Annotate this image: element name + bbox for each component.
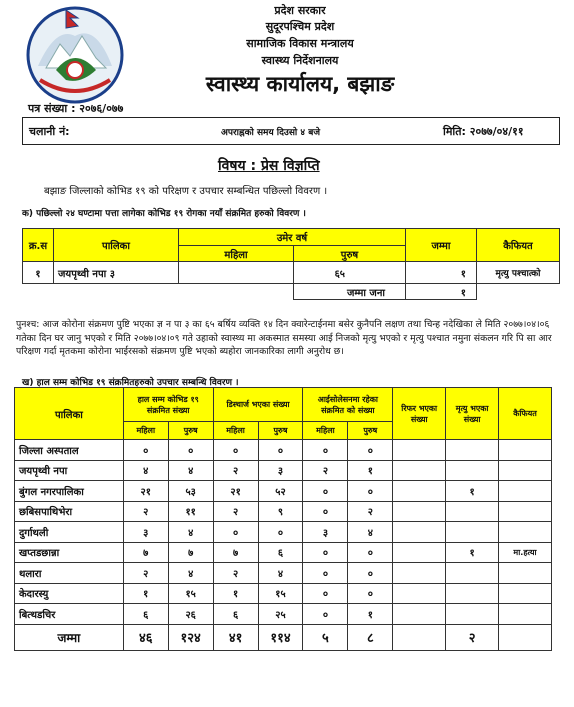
office-title: स्वास्थ्य कार्यालय, बझाङ xyxy=(205,72,395,96)
t2-cell-death xyxy=(446,440,499,461)
t2-cell-c2f: ० xyxy=(213,440,258,461)
t2-cell-death xyxy=(446,563,499,584)
table-total-row xyxy=(15,624,552,650)
t2-cell-remarks xyxy=(499,624,552,650)
header-line-3: सामाजिक विकास मन्त्रालय xyxy=(246,37,354,50)
t2-cell-c1m: २६ xyxy=(168,604,213,625)
t2-cell-name: बित्थडचिर xyxy=(15,604,124,625)
t2-cell-c1f: २१ xyxy=(123,481,168,502)
t1-cell-total: १ xyxy=(406,262,477,284)
t2-cell-death: २ xyxy=(446,624,499,650)
t2-cell-c1m: ४ xyxy=(168,522,213,543)
t2-cell-remarks xyxy=(499,460,552,481)
t2-cell-c2m: २५ xyxy=(258,604,303,625)
t2-cell-c3m: ० xyxy=(348,542,393,563)
t2-cell-c3m: १ xyxy=(348,604,393,625)
t2-cell-c1m: १२४ xyxy=(168,624,213,650)
new-cases-table xyxy=(22,228,560,300)
t2-cell-c2f: १ xyxy=(213,583,258,604)
t2-cell-c1f: ३ xyxy=(123,522,168,543)
t2-cell-c2f: ० xyxy=(213,522,258,543)
t1-cell-female xyxy=(179,262,294,284)
t2-cell-c2m: ६ xyxy=(258,542,303,563)
t2-cell-c1m: १५ xyxy=(168,583,213,604)
t2-cell-remarks xyxy=(499,522,552,543)
t2-cell-c2m: १५ xyxy=(258,583,303,604)
t2-cell-c3f: ० xyxy=(303,501,348,522)
table-row xyxy=(15,583,552,604)
t2-cell-c2m: ० xyxy=(258,522,303,543)
t2-header-remarks: कैफियत xyxy=(499,388,552,440)
t2-header-c2-male: पुरुष xyxy=(258,422,303,440)
t1-cell-palika: जयपृथ्वी नपा ३ xyxy=(54,262,179,284)
t2-cell-c3f: ० xyxy=(303,604,348,625)
t2-cell-c2m: ९ xyxy=(258,501,303,522)
samay-text: अपराह्नको समय दिउसो ४ बजे xyxy=(221,128,321,138)
t2-cell-c3f: ० xyxy=(303,481,348,502)
note-paragraph: पुनश्च: आज कोरोना संक्रमण पुष्टि भएका ज्ञ न पा ३ का ६५ बर्षिय व्यक्ति १४ दिन क्वारेन्टाईनमा बसेर कुनैपनि लक्षण तथा चिन्ह नदेखिका ले मिति २०७७।०४।०६ गतेका दिन घर जानु भएको र मिति २०७७।०४।०९ गते उहाको स्वास्थ्य मा अकस्मात समस्या आई निजको मृत्यु भएको र मृत्यु पश्चात नमुना संकलन गरि पि सा आर परिक्षण गर्दा मृतकमा कोरोना भाईरसको संक्रमण पुष्टि भएको ब्यहोरा जानकारिका लागी अनुरोध छ। xyxy=(16,319,552,357)
t2-cell-name: थलारा xyxy=(15,563,124,584)
t2-cell-c3m: ० xyxy=(348,440,393,461)
t1-header-total: जम्मा xyxy=(406,229,477,262)
table-row xyxy=(15,522,552,543)
t2-cell-refer xyxy=(393,624,446,650)
t2-cell-c3m: ८ xyxy=(348,624,393,650)
t1-header-palika: पालिका xyxy=(54,229,179,262)
t2-cell-name: जम्मा xyxy=(15,624,124,650)
miti-text: मिति: २०७७/०४/११ xyxy=(443,125,524,138)
t2-cell-c3m: ० xyxy=(348,583,393,604)
t1-header-male: पुरुष xyxy=(294,246,406,262)
table-row xyxy=(15,460,552,481)
t2-cell-c2f: २ xyxy=(213,460,258,481)
t2-cell-c2m: ५२ xyxy=(258,481,303,502)
t2-cell-c2f: २ xyxy=(213,563,258,584)
t2-cell-c1m: ५३ xyxy=(168,481,213,502)
nepal-emblem-logo xyxy=(26,6,124,104)
chalani-box xyxy=(22,117,560,145)
t2-cell-remarks xyxy=(499,440,552,461)
t2-header-c3-male: पुरुष xyxy=(348,422,393,440)
t2-cell-remarks xyxy=(499,583,552,604)
t2-cell-remarks xyxy=(499,501,552,522)
t2-cell-death: १ xyxy=(446,481,499,502)
t1-cell-sn: १ xyxy=(23,262,54,284)
t2-header-c2-female: महिला xyxy=(213,422,258,440)
t2-cell-c2f: ६ xyxy=(213,604,258,625)
t2-cell-name: केदारस्यु xyxy=(15,583,124,604)
t2-cell-remarks: मा.हत्या xyxy=(499,542,552,563)
t1-cell-male: ६५ xyxy=(294,262,406,284)
t2-cell-remarks xyxy=(499,563,552,584)
table-row xyxy=(15,501,552,522)
header-line-1: प्रदेश सरकार xyxy=(274,4,326,17)
t1-header-age: उमेर वर्ष xyxy=(179,229,406,246)
table-row xyxy=(15,481,552,502)
t2-cell-c1f: २ xyxy=(123,563,168,584)
t2-cell-c1m: ४ xyxy=(168,460,213,481)
t2-cell-name: छबिसपाथिभेरा xyxy=(15,501,124,522)
t1-header-sn: क्र.स xyxy=(23,229,54,262)
t2-cell-remarks xyxy=(499,604,552,625)
t2-cell-name: जिल्ला अस्पताल xyxy=(15,440,124,461)
t2-cell-c3m: ० xyxy=(348,563,393,584)
table-row xyxy=(15,440,552,461)
t2-cell-c2f: ४१ xyxy=(213,624,258,650)
t2-cell-c3m: ० xyxy=(348,481,393,502)
t2-cell-c2m: ११४ xyxy=(258,624,303,650)
t1-header-remarks: कैफियत xyxy=(477,229,560,262)
t2-cell-c1m: ११ xyxy=(168,501,213,522)
t2-cell-c3f: ० xyxy=(303,440,348,461)
t2-cell-refer xyxy=(393,583,446,604)
t2-header-col3: आईसोलेसनमा रहेका संक्रमित को संख्या xyxy=(303,388,393,422)
t1-total-value: १ xyxy=(406,284,477,300)
t2-cell-death: १ xyxy=(446,542,499,563)
t2-cell-c1m: ० xyxy=(168,440,213,461)
t2-cell-death xyxy=(446,522,499,543)
treatment-table xyxy=(14,387,552,651)
t2-cell-death xyxy=(446,604,499,625)
t2-cell-c2f: २ xyxy=(213,501,258,522)
t2-cell-death xyxy=(446,460,499,481)
t2-cell-refer xyxy=(393,522,446,543)
t2-cell-c3f: ० xyxy=(303,563,348,584)
t2-cell-c1f: ७ xyxy=(123,542,168,563)
header-line-2: सुदूरपश्चिम प्रदेश xyxy=(265,20,335,33)
section-a-title: क) पछिल्लो २४ घण्टामा पत्ता लागेका कोभिड १९ रोगका नयाँ संक्रमित हरुको विवरण । xyxy=(22,209,306,219)
t2-cell-c3f: ० xyxy=(303,542,348,563)
t1-total-label: जम्मा जना xyxy=(294,284,406,300)
t2-cell-c1f: ४ xyxy=(123,460,168,481)
t2-cell-c1m: ७ xyxy=(168,542,213,563)
t2-cell-c2f: ७ xyxy=(213,542,258,563)
chalani-label: चलानी नं: xyxy=(29,125,70,138)
t2-cell-c3m: १ xyxy=(348,460,393,481)
table-row xyxy=(15,563,552,584)
t2-header-c3-female: महिला xyxy=(303,422,348,440)
t2-cell-c2m: ३ xyxy=(258,460,303,481)
t2-cell-refer xyxy=(393,481,446,502)
t2-cell-c1m: ४ xyxy=(168,563,213,584)
t2-header-col2: डिस्चार्ज भएका संख्या xyxy=(213,388,303,422)
t2-cell-c3f: ३ xyxy=(303,522,348,543)
t2-cell-c3m: २ xyxy=(348,501,393,522)
t2-header-col1: हाल सम्म कोभिड १९ संक्रमित संख्या xyxy=(123,388,213,422)
t2-cell-name: जयपृथ्वी नपा xyxy=(15,460,124,481)
t2-cell-refer xyxy=(393,440,446,461)
t1-header-female: महिला xyxy=(179,246,294,262)
intro-text: बझाङ जिल्लाको कोभिड १९ को परिक्षण र उपचार सम्बन्धित पछिल्लो विवरण । xyxy=(44,186,328,197)
table-row xyxy=(15,542,552,563)
t2-header-refer: रिफर भएका संख्या xyxy=(393,388,446,440)
t2-cell-name: दुर्गाथली xyxy=(15,522,124,543)
table-row xyxy=(15,604,552,625)
table-row xyxy=(23,262,560,284)
header-line-4: स्वास्थ्य निर्देशनालय xyxy=(261,54,339,67)
t2-cell-refer xyxy=(393,460,446,481)
t2-cell-c2m: ० xyxy=(258,440,303,461)
t2-cell-death xyxy=(446,501,499,522)
t2-cell-c3f: ५ xyxy=(303,624,348,650)
t1-cell-remarks: मृत्यु पश्चात्को xyxy=(477,262,560,284)
t2-header-death: मृत्यु भएका संख्या xyxy=(446,388,499,440)
t2-cell-refer xyxy=(393,542,446,563)
t2-header-c1-female: महिला xyxy=(123,422,168,440)
t2-cell-refer xyxy=(393,563,446,584)
t2-cell-c2m: ४ xyxy=(258,563,303,584)
section-b-title: ख) हाल सम्म कोभिड १९ संक्रमितहरुको उपचार सम्बन्धि विवरण । xyxy=(22,378,239,388)
t2-cell-c3m: ४ xyxy=(348,522,393,543)
t2-cell-refer xyxy=(393,604,446,625)
t2-cell-c3f: २ xyxy=(303,460,348,481)
t2-cell-name: खप्तडछान्ना xyxy=(15,542,124,563)
t2-cell-name: बुंगल नगरपालिका xyxy=(15,481,124,502)
t2-header-c1-male: पुरुष xyxy=(168,422,213,440)
patra-sankhya: पत्र संख्या : २०७६/०७७ xyxy=(28,102,124,115)
t2-cell-c2f: २१ xyxy=(213,481,258,502)
t2-cell-c1f: ६ xyxy=(123,604,168,625)
t2-header-palika: पालिका xyxy=(15,388,124,440)
t2-cell-c1f: १ xyxy=(123,583,168,604)
t2-cell-c1f: ० xyxy=(123,440,168,461)
subject: विषय : प्रेस विज्ञप्ति xyxy=(218,158,320,174)
t2-cell-c1f: ४६ xyxy=(123,624,168,650)
t2-cell-c3f: ० xyxy=(303,583,348,604)
t2-cell-refer xyxy=(393,501,446,522)
t2-cell-c1f: २ xyxy=(123,501,168,522)
t2-cell-remarks xyxy=(499,481,552,502)
t2-cell-death xyxy=(446,583,499,604)
